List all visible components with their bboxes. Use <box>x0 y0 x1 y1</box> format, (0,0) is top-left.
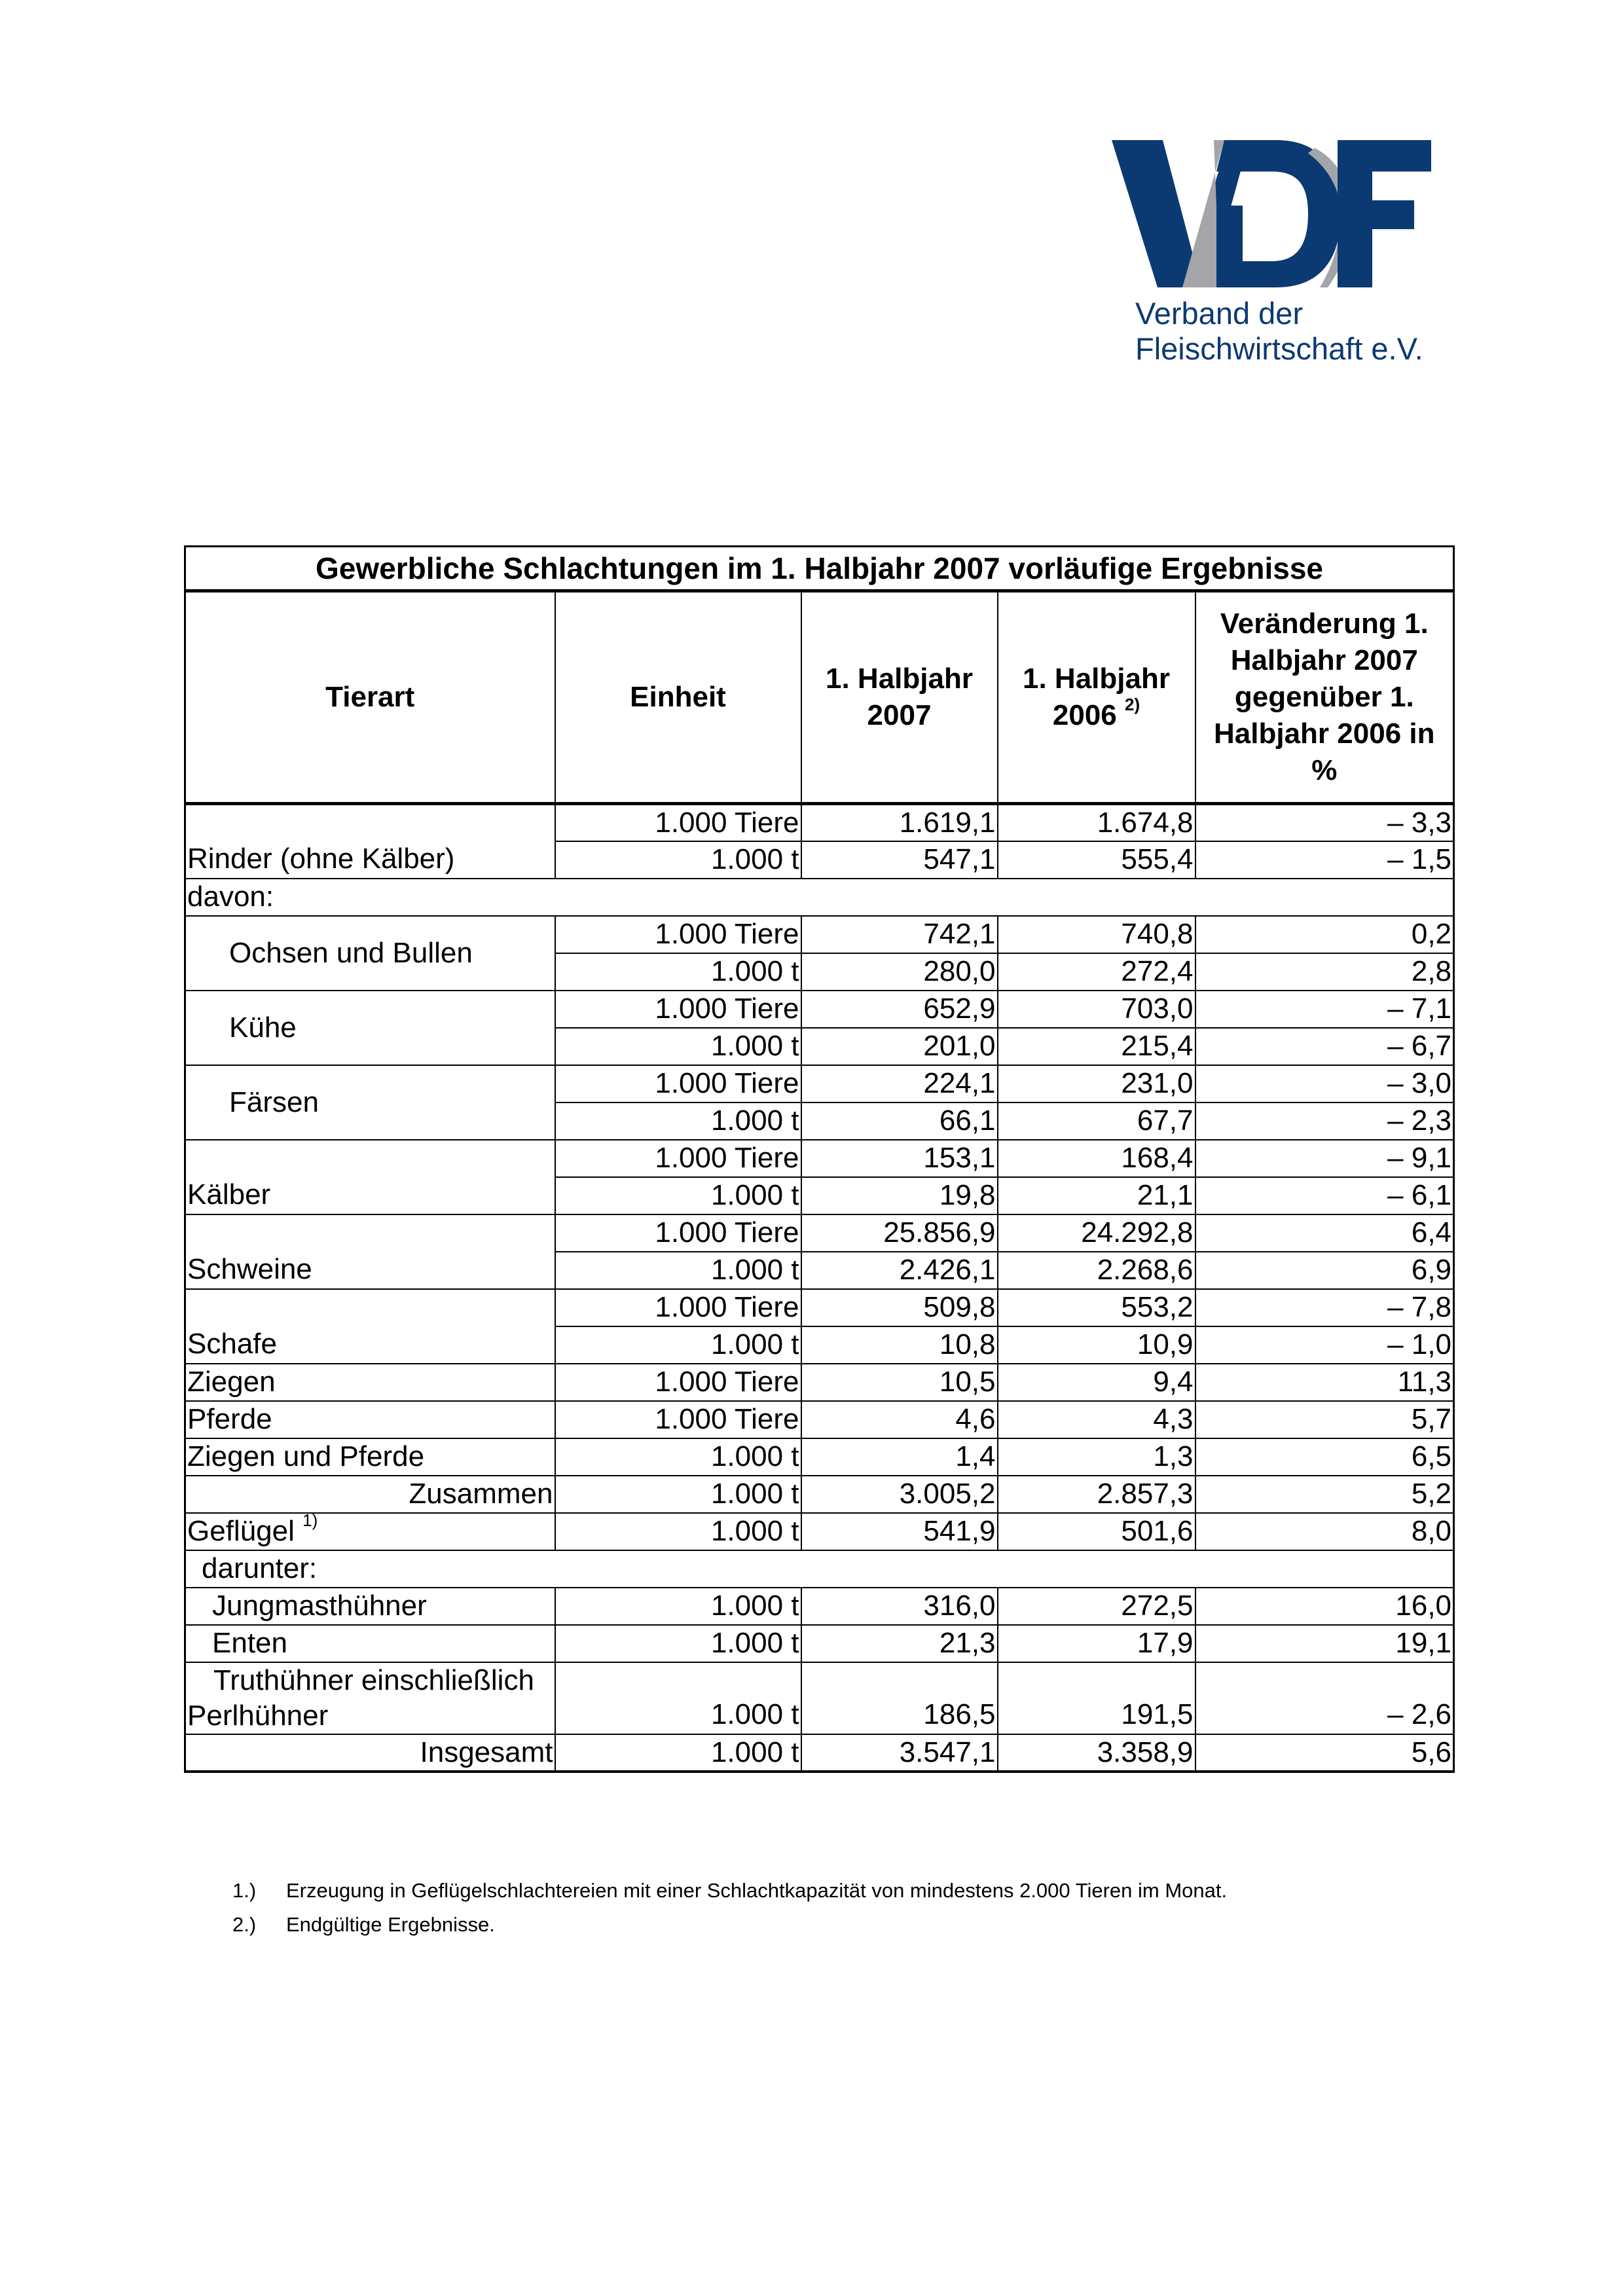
row-label-jungmast: Jungmasthühner <box>185 1588 555 1625</box>
table-row <box>185 916 1454 953</box>
unit-cell: 1.000 t <box>555 1662 801 1734</box>
value-change: – 3,0 <box>1195 1065 1454 1102</box>
value-2006: 555,4 <box>998 841 1195 879</box>
row-label-kaelber: Kälber <box>185 1140 555 1214</box>
value-2007: 652,9 <box>801 991 998 1028</box>
header-einheit: Einheit <box>555 591 801 804</box>
vdf-logo <box>1112 134 1449 369</box>
value-change: 11,3 <box>1195 1364 1454 1401</box>
row-label-zusammen: Zusammen <box>185 1476 555 1513</box>
org-name-line2: Fleischwirtschaft e.V. <box>1135 331 1423 366</box>
value-2007: 3.547,1 <box>801 1734 998 1772</box>
value-2006: 703,0 <box>998 991 1195 1028</box>
value-2007: 25.856,9 <box>801 1214 998 1252</box>
footnote-text: Endgültige Ergebnisse. <box>286 1913 495 1936</box>
table-row <box>185 879 1454 916</box>
unit-cell: 1.000 t <box>555 953 801 991</box>
row-label-ochsen: Ochsen und Bullen <box>185 916 555 991</box>
table-row <box>185 1588 1454 1625</box>
table-row <box>185 1476 1454 1513</box>
value-2006: 168,4 <box>998 1140 1195 1177</box>
table-row <box>185 1401 1454 1438</box>
table-row <box>185 804 1454 841</box>
value-2006: 272,5 <box>998 1588 1195 1625</box>
value-2006: 24.292,8 <box>998 1214 1195 1252</box>
unit-cell: 1.000 t <box>555 1476 801 1513</box>
unit-cell: 1.000 Tiere <box>555 1214 801 1252</box>
value-change: – 7,1 <box>1195 991 1454 1028</box>
unit-cell: 1.000 t <box>555 1734 801 1772</box>
unit-cell: 1.000 t <box>555 1252 801 1289</box>
unit-cell: 1.000 Tiere <box>555 1140 801 1177</box>
unit-cell: 1.000 t <box>555 1326 801 1364</box>
value-change: – 3,3 <box>1195 804 1454 841</box>
value-change: 5,7 <box>1195 1401 1454 1438</box>
unit-cell: 1.000 t <box>555 1513 801 1550</box>
unit-cell: 1.000 Tiere <box>555 804 801 841</box>
table-row <box>185 1140 1454 1177</box>
table-row <box>185 1438 1454 1476</box>
value-2007: 224,1 <box>801 1065 998 1102</box>
vdf-logo-mark-icon <box>1112 134 1449 291</box>
value-2007: 4,6 <box>801 1401 998 1438</box>
value-change: 6,9 <box>1195 1252 1454 1289</box>
value-change: 19,1 <box>1195 1625 1454 1662</box>
value-2006: 2.857,3 <box>998 1476 1195 1513</box>
darunter-label: darunter: <box>185 1550 1454 1588</box>
row-label-ziegen-pferde: Ziegen und Pferde <box>185 1438 555 1476</box>
unit-cell: 1.000 t <box>555 1028 801 1065</box>
table-row <box>185 1662 1454 1734</box>
value-2006: 231,0 <box>998 1065 1195 1102</box>
value-2007: 1.619,1 <box>801 804 998 841</box>
footnote-ref-1: 1) <box>302 1512 318 1530</box>
row-label-ziegen: Ziegen <box>185 1364 555 1401</box>
header-h2006-label: 1. Halbjahr 2006 <box>1023 663 1170 731</box>
value-2006: 553,2 <box>998 1289 1195 1326</box>
unit-cell: 1.000 Tiere <box>555 1065 801 1102</box>
value-change: 5,6 <box>1195 1734 1454 1772</box>
value-2007: 316,0 <box>801 1588 998 1625</box>
row-label-faersen: Färsen <box>185 1065 555 1140</box>
value-2007: 21,3 <box>801 1625 998 1662</box>
value-change: 6,5 <box>1195 1438 1454 1476</box>
value-2006: 2.268,6 <box>998 1252 1195 1289</box>
row-label-schweine: Schweine <box>185 1214 555 1289</box>
row-label-rinder: Rinder (ohne Kälber) <box>185 804 555 879</box>
value-2006: 1,3 <box>998 1438 1195 1476</box>
footnote-text: Erzeugung in Geflügelschlachtereien mit einer Schlachtkapazität von mindestens 2.000 Tieren im Monat. <box>286 1879 1228 1902</box>
value-change: – 2,6 <box>1195 1662 1454 1734</box>
value-2006: 215,4 <box>998 1028 1195 1065</box>
value-change: 16,0 <box>1195 1588 1454 1625</box>
value-2006: 501,6 <box>998 1513 1195 1550</box>
value-2006: 17,9 <box>998 1625 1195 1662</box>
footnote-1 <box>232 1874 1227 1908</box>
table-title: Gewerbliche Schlachtungen im 1. Halbjahr 2007 vorläufige Ergebnisse <box>185 547 1454 591</box>
value-2007: 10,5 <box>801 1364 998 1401</box>
davon-label: davon: <box>185 879 1454 916</box>
value-change: – 2,3 <box>1195 1102 1454 1140</box>
value-2006: 3.358,9 <box>998 1734 1195 1772</box>
header-h2007-label: 1. Halbjahr 2007 <box>826 663 973 731</box>
value-2007: 280,0 <box>801 953 998 991</box>
org-name-line1: Verband der <box>1135 296 1304 331</box>
truthuehner-label-line1: Truthühner einschließlich <box>213 1664 534 1696</box>
unit-cell: 1.000 t <box>555 1588 801 1625</box>
value-2007: 509,8 <box>801 1289 998 1326</box>
row-label-kuehe: Kühe <box>185 991 555 1065</box>
header-change: Veränderung 1. Halbjahr 2007 gegenüber 1. Halbjahr 2006 in % <box>1195 591 1454 804</box>
gefluegel-label: Geflügel <box>187 1515 295 1547</box>
value-2007: 186,5 <box>801 1662 998 1734</box>
value-2007: 66,1 <box>801 1102 998 1140</box>
value-2007: 2.426,1 <box>801 1252 998 1289</box>
value-2007: 19,8 <box>801 1177 998 1214</box>
value-change: – 9,1 <box>1195 1140 1454 1177</box>
row-label-insgesamt: Insgesamt <box>185 1734 555 1772</box>
value-2006: 21,1 <box>998 1177 1195 1214</box>
unit-cell: 1.000 t <box>555 841 801 879</box>
value-2006: 272,4 <box>998 953 1195 991</box>
value-change: – 1,0 <box>1195 1326 1454 1364</box>
row-label-gefluegel <box>185 1513 555 1550</box>
value-2006: 4,3 <box>998 1401 1195 1438</box>
value-2007: 1,4 <box>801 1438 998 1476</box>
row-label-schafe: Schafe <box>185 1289 555 1364</box>
header-h2007 <box>801 591 998 804</box>
header-tierart: Tierart <box>185 591 555 804</box>
table-row <box>185 1289 1454 1326</box>
unit-cell: 1.000 Tiere <box>555 916 801 953</box>
row-label-pferde: Pferde <box>185 1401 555 1438</box>
footnote-number: 2.) <box>232 1913 257 1936</box>
unit-cell: 1.000 t <box>555 1438 801 1476</box>
value-2007: 547,1 <box>801 841 998 879</box>
value-change: – 6,1 <box>1195 1177 1454 1214</box>
value-change: 0,2 <box>1195 916 1454 953</box>
footnote-ref-2: 2) <box>1125 695 1140 714</box>
table-row <box>185 1065 1454 1102</box>
unit-cell: 1.000 Tiere <box>555 991 801 1028</box>
value-change: 6,4 <box>1195 1214 1454 1252</box>
table-row <box>185 1513 1454 1550</box>
value-2007: 153,1 <box>801 1140 998 1177</box>
footnote-2 <box>232 1908 1227 1942</box>
row-label-enten: Enten <box>185 1625 555 1662</box>
table-row <box>185 1625 1454 1662</box>
footnotes <box>232 1874 1227 1942</box>
value-2006: 9,4 <box>998 1364 1195 1401</box>
footnote-number: 1.) <box>232 1879 257 1902</box>
value-2006: 191,5 <box>998 1662 1195 1734</box>
value-2007: 201,0 <box>801 1028 998 1065</box>
value-2007: 10,8 <box>801 1326 998 1364</box>
unit-cell: 1.000 t <box>555 1177 801 1214</box>
value-2007: 3.005,2 <box>801 1476 998 1513</box>
value-2006: 1.674,8 <box>998 804 1195 841</box>
value-change: 2,8 <box>1195 953 1454 991</box>
table-row <box>185 991 1454 1028</box>
org-name <box>1135 296 1423 367</box>
unit-cell: 1.000 Tiere <box>555 1401 801 1438</box>
unit-cell: 1.000 t <box>555 1102 801 1140</box>
value-change: – 7,8 <box>1195 1289 1454 1326</box>
table-row <box>185 1364 1454 1401</box>
truthuehner-label-line2: Perlhühner <box>187 1699 329 1732</box>
slaughter-statistics-table <box>184 545 1455 1773</box>
header-h2006 <box>998 591 1195 804</box>
unit-cell: 1.000 t <box>555 1625 801 1662</box>
unit-cell: 1.000 Tiere <box>555 1364 801 1401</box>
row-label-truthuehner <box>185 1662 555 1734</box>
value-2006: 10,9 <box>998 1326 1195 1364</box>
table-row <box>185 1214 1454 1252</box>
table-row <box>185 1734 1454 1772</box>
value-2007: 742,1 <box>801 916 998 953</box>
value-change: – 1,5 <box>1195 841 1454 879</box>
value-2007: 541,9 <box>801 1513 998 1550</box>
value-change: 5,2 <box>1195 1476 1454 1513</box>
unit-cell: 1.000 Tiere <box>555 1289 801 1326</box>
value-2006: 67,7 <box>998 1102 1195 1140</box>
value-change: – 6,7 <box>1195 1028 1454 1065</box>
value-2006: 740,8 <box>998 916 1195 953</box>
table-row <box>185 1550 1454 1588</box>
value-change: 8,0 <box>1195 1513 1454 1550</box>
